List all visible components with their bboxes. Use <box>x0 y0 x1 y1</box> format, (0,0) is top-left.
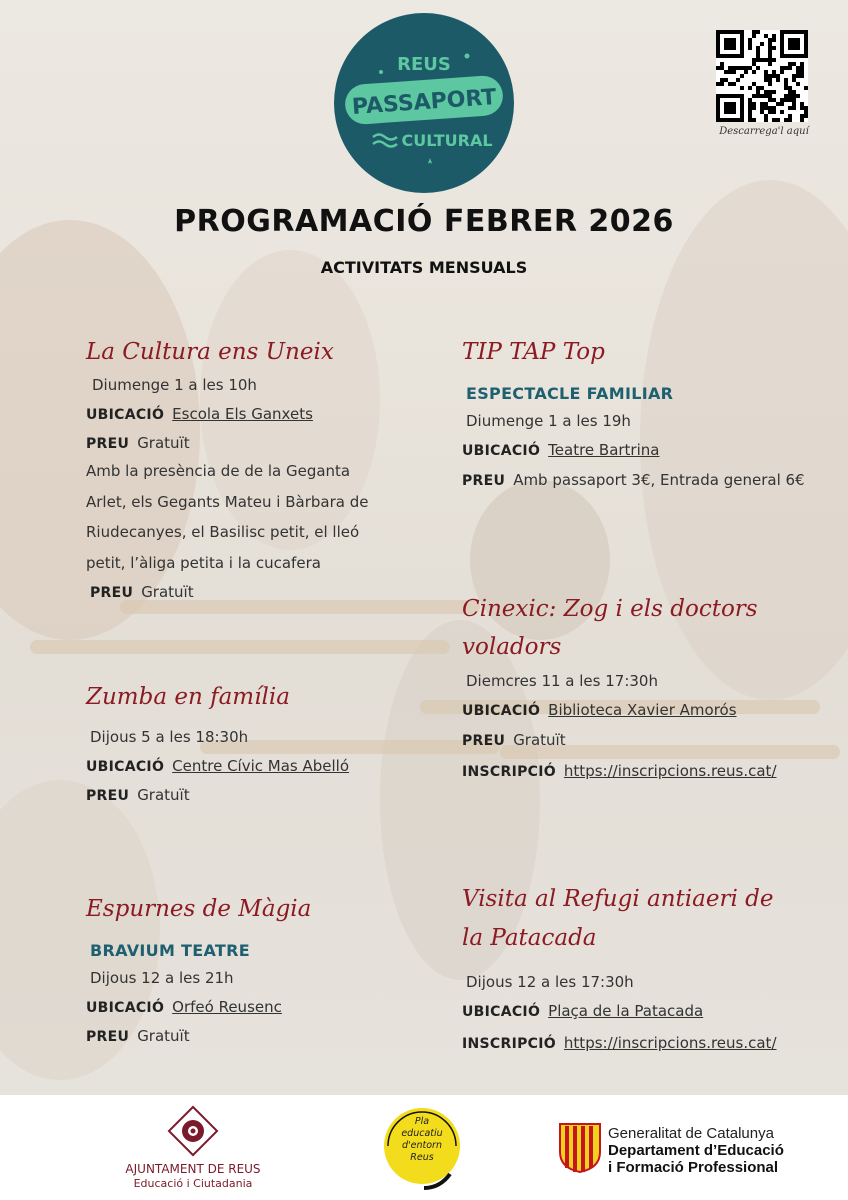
location-link[interactable]: Teatre Bartrina <box>548 441 660 459</box>
location-link[interactable]: Biblioteca Xavier Amorós <box>548 701 737 719</box>
registration-label: INSCRIPCIÓ <box>462 764 556 780</box>
registration-link[interactable]: https://inscripcions.reus.cat/ <box>563 762 777 780</box>
event-price-row <box>462 471 805 489</box>
location-label: UBICACIÓ <box>462 443 541 459</box>
price-value: Gratuït <box>137 786 190 804</box>
event-price-row-2 <box>90 583 194 601</box>
event-title-tip-tap-top: TIP TAP Top <box>462 339 605 365</box>
event-price-row <box>86 1027 190 1045</box>
price-value: Gratuït <box>137 434 190 452</box>
price-label: PREU <box>462 473 506 489</box>
event-subtitle: ESPECTACLE FAMILIAR <box>466 384 674 403</box>
generalitat-name: Generalitat de Catalunya <box>608 1125 774 1142</box>
event-registration-row <box>462 1034 777 1052</box>
generalitat-emblem-icon <box>558 1122 602 1174</box>
price-value: Gratuït <box>513 731 566 749</box>
location-link[interactable]: Escola Els Ganxets <box>172 405 313 423</box>
event-description: Amb la presència de de la Geganta Arlet, els Gegants Mateu i Bàrbara de Riudecanyes, el Basilisc petit, el lleó petit, l’àliga petita i la cucafera <box>86 462 369 572</box>
ajuntament-name: AJUNTAMENT DE REUS <box>125 1162 261 1176</box>
logo-text-passaport: PASSAPORT <box>351 84 498 121</box>
event-title-zumba: Zumba en família <box>86 684 290 710</box>
price-value: Amb passaport 3€, Entrada general 6€ <box>513 471 805 489</box>
ajuntament-department: Educació i Ciutadania <box>133 1177 253 1190</box>
event-date: Dijous 12 a les 17:30h <box>466 973 634 991</box>
event-price-row <box>86 434 190 452</box>
page-subtitle: ACTIVITATS MENSUALS <box>320 258 528 277</box>
location-label: UBICACIÓ <box>86 759 165 775</box>
registration-link[interactable]: https://inscripcions.reus.cat/ <box>563 1034 777 1052</box>
qr-code[interactable] <box>716 30 808 122</box>
location-link[interactable]: Centre Cívic Mas Abelló <box>172 757 350 775</box>
price-label: PREU <box>90 585 134 601</box>
generalitat-department-line1: Departament d’Educació <box>608 1142 784 1159</box>
event-date: Diemcres 11 a les 17:30h <box>466 672 658 690</box>
price-label: PREU <box>86 788 130 804</box>
event-title-la-cultura: La Cultura ens Uneix <box>86 339 334 365</box>
generalitat-department-line2: i Formació Professional <box>608 1159 779 1176</box>
event-title-refugi-line2: la Patacada <box>462 925 597 951</box>
event-registration-row <box>462 762 777 780</box>
location-link[interactable]: Orfeó Reusenc <box>172 998 282 1016</box>
price-value: Gratuït <box>137 1027 190 1045</box>
location-link[interactable]: Plaça de la Patacada <box>548 1002 704 1020</box>
event-location-row <box>462 1002 703 1020</box>
pla-text-line4: Reus <box>410 1152 434 1163</box>
price-label: PREU <box>86 436 130 452</box>
price-label: PREU <box>462 733 506 749</box>
event-price-row <box>86 786 190 804</box>
pla-text-line2: educatiu <box>401 1128 443 1139</box>
page-title: PROGRAMACIÓ FEBRER 2026 <box>174 204 674 239</box>
passaport-cultural-logo <box>333 12 515 194</box>
location-label: UBICACIÓ <box>462 1004 541 1020</box>
registration-label: INSCRIPCIÓ <box>462 1036 556 1052</box>
logo-text-cultural: CULTURAL <box>401 131 493 150</box>
event-location-row <box>86 757 349 775</box>
event-title-cinexic-line1: Cinexic: Zog i els doctors <box>462 596 758 622</box>
event-price-row <box>462 731 566 749</box>
location-label: UBICACIÓ <box>86 1000 165 1016</box>
ajuntament-emblem-icon <box>166 1104 220 1158</box>
event-location-row <box>86 405 313 423</box>
event-location-row <box>462 701 737 719</box>
event-date: Diumenge 1 a les 10h <box>92 376 257 394</box>
logo-text-reus: REUS <box>397 54 451 75</box>
event-title-cinexic-line2: voladors <box>462 634 562 660</box>
event-date: Dijous 12 a les 21h <box>90 969 234 987</box>
pla-educatiu-text <box>392 1116 452 1164</box>
event-date: Diumenge 1 a les 19h <box>466 412 631 430</box>
event-title-refugi-line1: Visita al Refugi antiaeri de <box>462 886 774 912</box>
pla-text-line3: d'entorn <box>402 1140 442 1151</box>
event-location-row <box>462 441 659 459</box>
pla-text-line1: Pla <box>414 1116 430 1127</box>
location-label: UBICACIÓ <box>86 407 165 423</box>
price-value: Gratuït <box>141 583 194 601</box>
event-subtitle: BRAVIUM TEATRE <box>90 941 250 960</box>
qr-caption: Descarrega'l aquí <box>719 126 809 137</box>
location-label: UBICACIÓ <box>462 703 541 719</box>
event-title-espurnes: Espurnes de Màgia <box>86 896 312 922</box>
event-location-row <box>86 998 282 1016</box>
price-label: PREU <box>86 1029 130 1045</box>
event-date: Dijous 5 a les 18:30h <box>90 728 249 746</box>
